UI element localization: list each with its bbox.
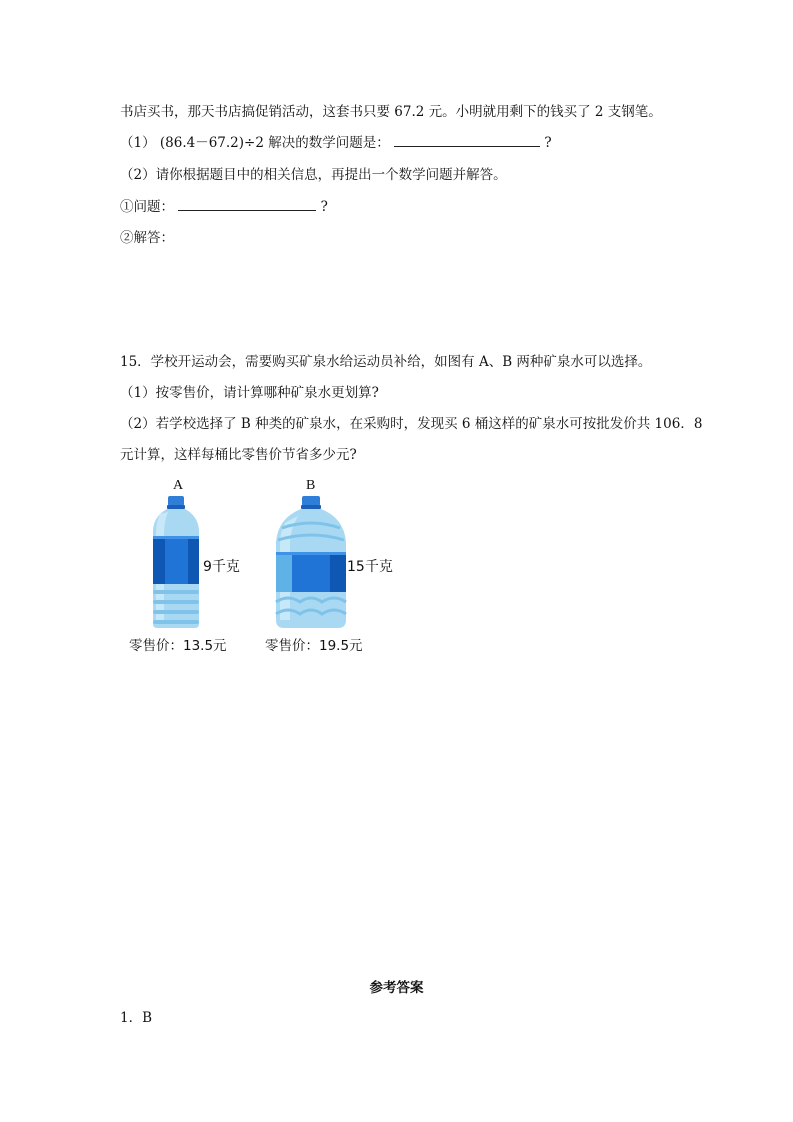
- q14-sub1-qmark: ?: [544, 135, 552, 151]
- bottle-b-icon: [274, 494, 348, 630]
- q14-sub1-text: （1） (86.4－67.2)÷2 解决的数学问题是：: [120, 135, 390, 151]
- q14-problem: [120, 198, 328, 216]
- answer-1: 1．B: [120, 1010, 153, 1026]
- q15-sub2-line2: 元计算，这样每桶比零售价节省多少元?: [120, 447, 357, 463]
- bottle-a-icon: [150, 494, 202, 630]
- bottle-a-price: 零售价：13.5元: [129, 638, 227, 654]
- q15-sub1: （1）按零售价，请计算哪种矿泉水更划算?: [120, 385, 379, 401]
- bottle-b-weight: 15千克: [347, 559, 393, 575]
- q14-problem-qmark: ?: [320, 199, 328, 215]
- bottle-a-weight: 9千克: [203, 559, 240, 575]
- q14-problem-blank[interactable]: [178, 198, 316, 211]
- answers-heading: 参考答案: [369, 980, 424, 996]
- bottle-b-price: 零售价：19.5元: [265, 638, 363, 654]
- q14-sub1: [120, 134, 552, 152]
- q14-intro: 书店买书，那天书店搞促销活动，这套书只要 67.2 元。小明就用剩下的钱买了 2 支钢笔。: [120, 104, 662, 120]
- bottle-b-label: B: [306, 478, 316, 493]
- q15-intro: 15．学校开运动会，需要购买矿泉水给运动员补给，如图有 A、B 两种矿泉水可以选择。: [120, 354, 652, 370]
- q15-sub2-line1: （2）若学校选择了 B 种类的矿泉水，在采购时，发现买 6 桶这样的矿泉水可按批发价共 106．8: [120, 416, 703, 432]
- bottle-a-label: A: [173, 478, 184, 493]
- q14-problem-label: ①问题：: [120, 199, 174, 215]
- q14-sub1-blank[interactable]: [394, 134, 540, 147]
- q14-sub2: （2）请你根据题目中的相关信息，再提出一个数学问题并解答。: [120, 167, 507, 183]
- q14-answer-label: ②解答：: [120, 230, 174, 246]
